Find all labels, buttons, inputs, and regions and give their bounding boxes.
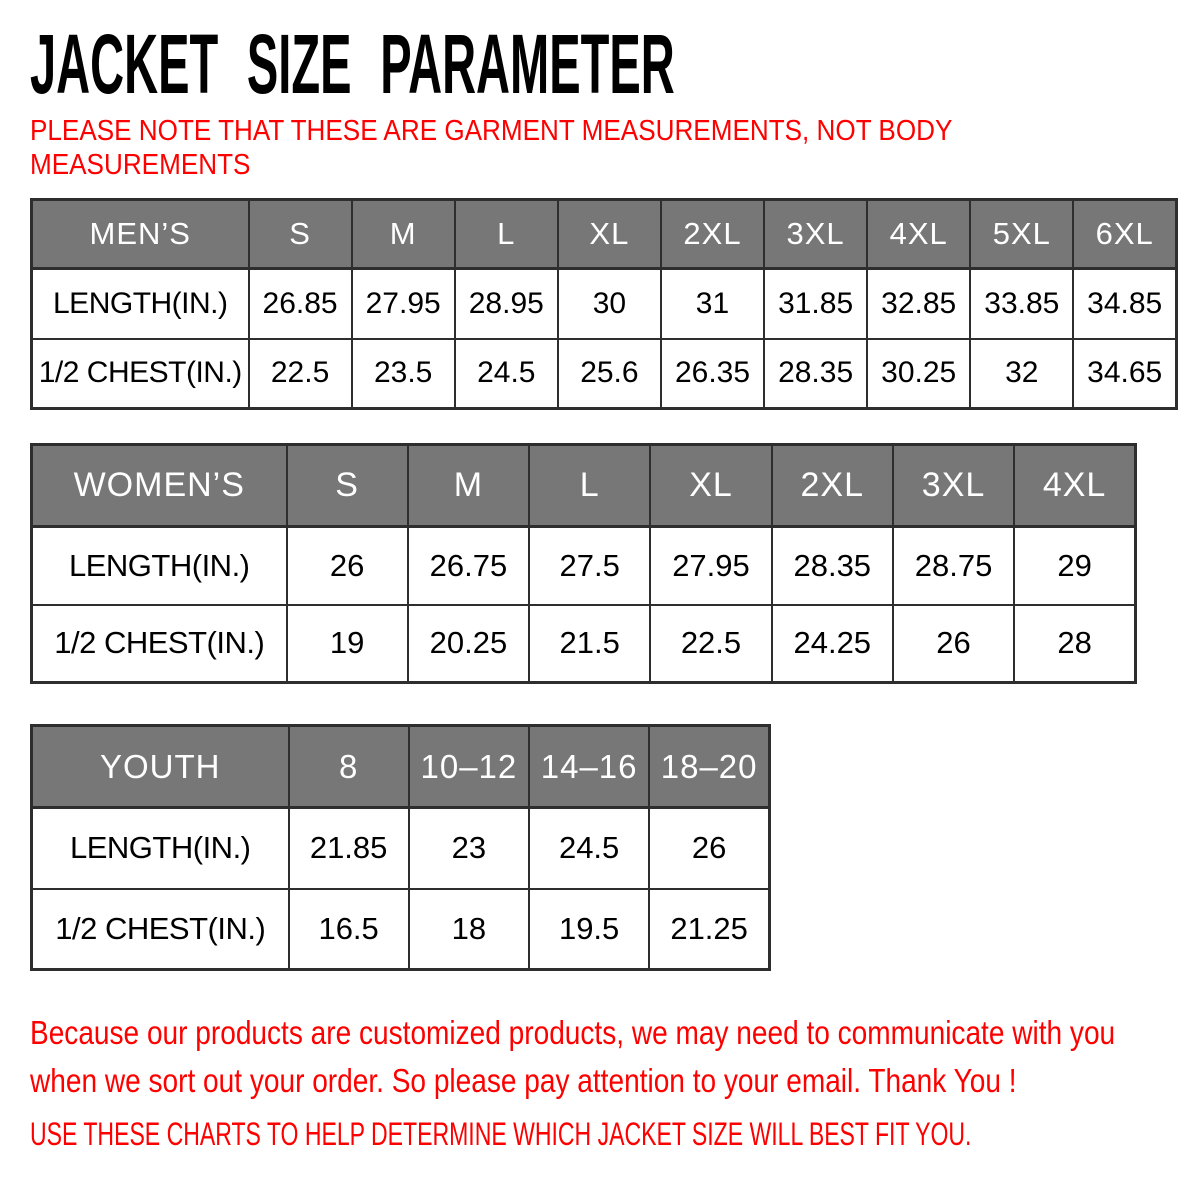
note-line-1: PLEASE NOTE THAT THESE ARE GARMENT MEASUREMENTS, NOT BODY [30, 115, 953, 147]
size-value-cell: 26 [893, 605, 1014, 683]
size-value-cell: 27.5 [529, 527, 650, 605]
size-value-cell: 23 [409, 808, 529, 889]
size-header-cell: 18–20 [649, 726, 769, 808]
size-header-cell: XL [558, 200, 661, 269]
size-header-cell: XL [650, 445, 771, 527]
size-header-cell: 2XL [661, 200, 764, 269]
size-header-cell: 4XL [867, 200, 970, 269]
size-value-cell: 32 [970, 339, 1073, 409]
mens-chest-row [32, 339, 1177, 409]
womens-size-table [30, 443, 1137, 684]
size-value-cell: 24.25 [772, 605, 893, 683]
size-value-cell: 26.35 [661, 339, 764, 409]
size-header-cell: S [287, 445, 408, 527]
size-value-cell: 21.5 [529, 605, 650, 683]
size-value-cell: 19.5 [529, 889, 649, 970]
size-value-cell: 33.85 [970, 269, 1073, 339]
size-value-cell: 22.5 [650, 605, 771, 683]
size-value-cell: 28 [1014, 605, 1135, 683]
size-header-cell: 14–16 [529, 726, 649, 808]
womens-chest-row [32, 605, 1136, 683]
size-value-cell: 32.85 [867, 269, 970, 339]
size-header-cell: L [455, 200, 558, 269]
size-value-cell: 30.25 [867, 339, 970, 409]
size-header-cell: M [352, 200, 455, 269]
size-value-cell: 22.5 [249, 339, 352, 409]
youth-size-table [30, 724, 771, 971]
size-value-cell: 31.85 [764, 269, 867, 339]
row-label-cell: LENGTH(IN.) [32, 269, 249, 339]
size-header-cell: 3XL [893, 445, 1014, 527]
womens-table-title: WOMEN’S [32, 445, 287, 527]
size-value-cell: 26 [287, 527, 408, 605]
size-value-cell: 34.85 [1073, 269, 1176, 339]
size-value-cell: 18 [409, 889, 529, 970]
size-value-cell: 16.5 [289, 889, 409, 970]
size-header-cell: 3XL [764, 200, 867, 269]
page-title: JACKET SIZE PARAMETER [30, 17, 675, 111]
youth-table-title: YOUTH [32, 726, 289, 808]
size-value-cell: 26 [649, 808, 769, 889]
womens-header-row [32, 445, 1136, 527]
row-label-cell: LENGTH(IN.) [32, 808, 289, 889]
size-value-cell: 23.5 [352, 339, 455, 409]
size-header-cell: 5XL [970, 200, 1073, 269]
mens-length-row [32, 269, 1177, 339]
chart-usage-caption [30, 1113, 1200, 1155]
size-value-cell: 34.65 [1073, 339, 1176, 409]
page-title-wrap [30, 17, 1200, 111]
size-value-cell: 29 [1014, 527, 1135, 605]
size-value-cell: 28.35 [764, 339, 867, 409]
garment-measurement-note [30, 114, 1200, 182]
row-label-cell: 1/2 CHEST(IN.) [32, 889, 289, 970]
mens-header-row [32, 200, 1177, 269]
size-value-cell: 26.75 [408, 527, 529, 605]
size-value-cell: 20.25 [408, 605, 529, 683]
row-label-cell: LENGTH(IN.) [32, 527, 287, 605]
youth-header-row [32, 726, 770, 808]
size-value-cell: 25.6 [558, 339, 661, 409]
size-header-cell: 10–12 [409, 726, 529, 808]
size-header-cell: L [529, 445, 650, 527]
youth-chest-row [32, 889, 770, 970]
size-header-cell: M [408, 445, 529, 527]
notice-line-2: when we sort out your order. So please pay attention to your email. Thank You ! [30, 1062, 1017, 1099]
row-label-cell: 1/2 CHEST(IN.) [32, 605, 287, 683]
note-line-2: MEASUREMENTS [30, 149, 251, 181]
size-value-cell: 26.85 [249, 269, 352, 339]
size-header-cell: 2XL [772, 445, 893, 527]
customization-notice [30, 1009, 1200, 1105]
size-value-cell: 30 [558, 269, 661, 339]
row-label-cell: 1/2 CHEST(IN.) [32, 339, 249, 409]
size-value-cell: 31 [661, 269, 764, 339]
size-value-cell: 28.35 [772, 527, 893, 605]
size-value-cell: 27.95 [650, 527, 771, 605]
size-header-cell: S [249, 200, 352, 269]
size-value-cell: 24.5 [455, 339, 558, 409]
notice-line-1: Because our products are customized products, we may need to communicate with you [30, 1014, 1116, 1051]
youth-length-row [32, 808, 770, 889]
size-value-cell: 19 [287, 605, 408, 683]
size-value-cell: 28.95 [455, 269, 558, 339]
size-header-cell: 8 [289, 726, 409, 808]
size-value-cell: 27.95 [352, 269, 455, 339]
size-value-cell: 21.85 [289, 808, 409, 889]
size-value-cell: 24.5 [529, 808, 649, 889]
caption-text: USE THESE CHARTS TO HELP DETERMINE WHICH JACKET SIZE WILL BEST FIT YOU. [30, 1116, 972, 1152]
size-value-cell: 21.25 [649, 889, 769, 970]
size-header-cell: 4XL [1014, 445, 1135, 527]
size-value-cell: 28.75 [893, 527, 1014, 605]
size-header-cell: 6XL [1073, 200, 1176, 269]
womens-length-row [32, 527, 1136, 605]
mens-table-title: MEN’S [32, 200, 249, 269]
mens-size-table [30, 198, 1178, 410]
